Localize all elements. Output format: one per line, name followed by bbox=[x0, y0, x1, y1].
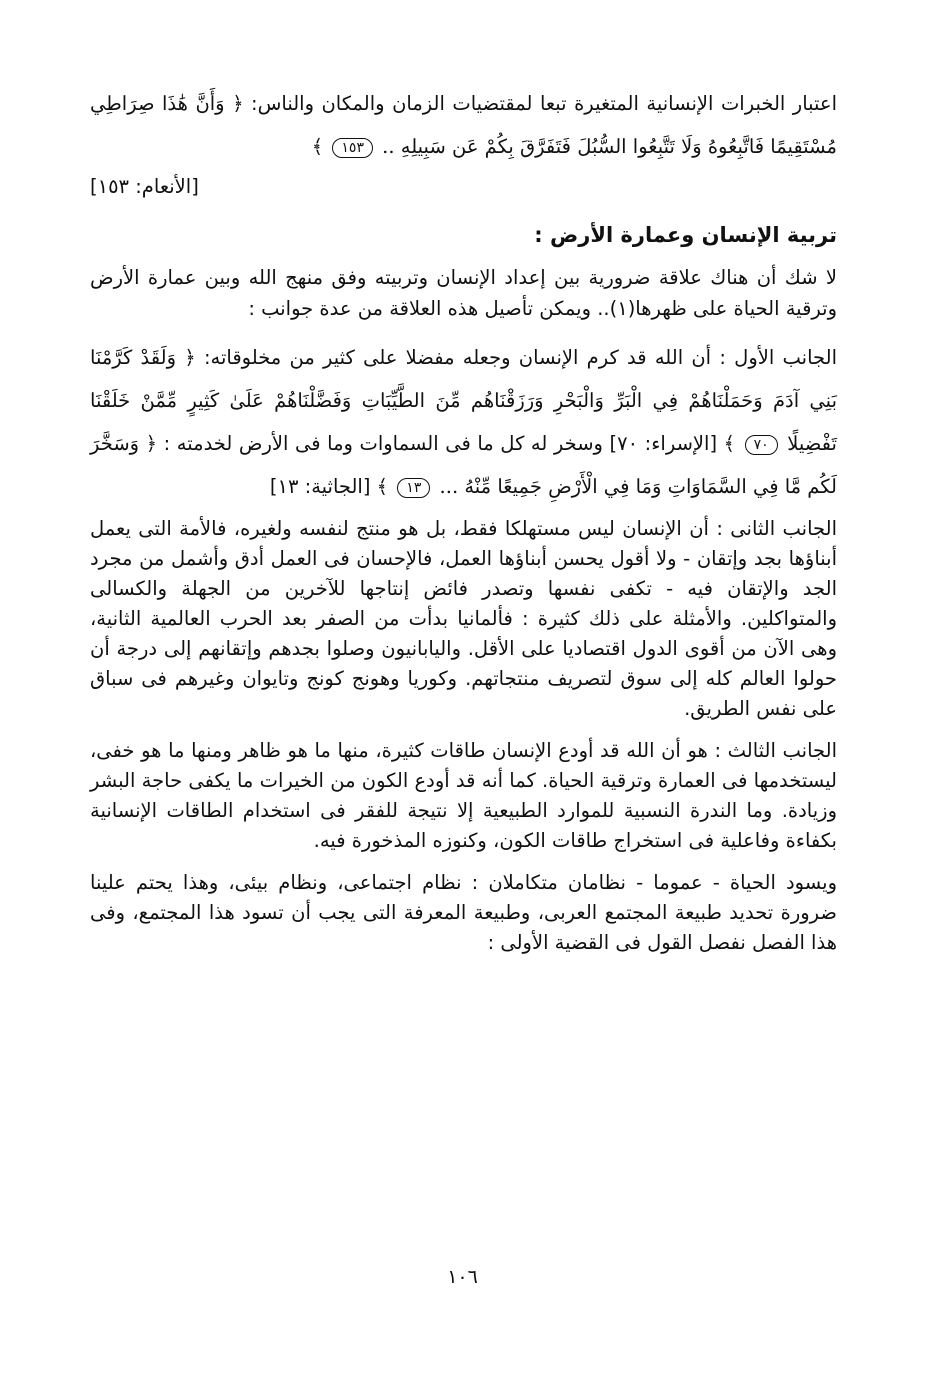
quran-verse-isra: ﴿ وَلَقَدْ كَرَّمْنَا بَنِي آدَمَ وَحَمَلْنَاهُمْ فِي الْبَرِّ وَالْبَحْرِ وَرَزَقْنَاهُم مِّنَ الطَّيِّبَاتِ وَفَضَّلْنَاهُمْ عَلَىٰ كَثِيرٍ مِّمَّنْ خَلَقْنَا تَفْضِيلًا bbox=[90, 346, 837, 455]
verse-close-bracket: ﴾ bbox=[311, 135, 324, 158]
page-number: ١٠٦ bbox=[447, 1266, 478, 1288]
quran-verse-jathiya: ﴿ وَسَخَّرَ لَكُم مَّا فِي السَّمَاوَاتِ وَمَا فِي الْأَرْضِ جَمِيعًا مِّنْهُ ... bbox=[90, 432, 837, 498]
verse-number-ornament: ٧٠ bbox=[745, 435, 778, 455]
aspect-two-paragraph: الجانب الثانى : أن الإنسان ليس مستهلكا فقط، بل هو منتج لنفسه ولغيره، فالأمة التى يعمل أبناؤها بجد وإتقان - ولا أقول يحسن أبناؤها العمل، فالإحسان فى العمل أدق وأشمل من مجرد الجد والإتقان فيه - تكفى نفسها وتصدر فائض إنتاجها للآخرين من الجهلة والكسالى والمتواكلين. والأمثلة على ذلك كثيرة : فألمانيا بدأت من الصفر بعد الحرب العالمية الثانية، وهى الآن من أقوى الدول اقتصاديا على الأقل. واليابانيون وصلوا بجدهم وإتقانهم إلى درجة أن حولوا العالم كله إلى سوق لتصريف منتجاتهم. وكوريا وهونج كونج وتايوان وغيرهم فى سباق على نفس الطريق. bbox=[90, 517, 837, 720]
section-heading: تربية الإنسان وعمارة الأرض : bbox=[534, 223, 837, 247]
quran-verse-anam: ﴿ وَأَنَّ هَٰذَا صِرَاطِي مُسْتَقِيمًا فَاتَّبِعُوهُ وَلَا تَتَّبِعُوا السُّبُلَ فَتَفَرَّقَ بِكُمْ عَن سَبِيلِهِ .. bbox=[90, 92, 837, 158]
aspect-three-paragraph: الجانب الثالث : هو أن الله قد أودع الإنسان طاقات كثيرة، منها ما هو ظاهر ومنها ما هو خفى، ليستخدمها فى العمارة وترقية الحياة. كما أنه قد أودع الكون من الخيرات ما يكفى حاجة البشر وزيادة. وما الندرة النسبية للموارد الطبيعية إلا نتيجة للفقر فى استخدام الطاقات الإنسانية بكفاءة وفاعلية فى استخراج طاقات الكون، وكنوزه المذخورة فيه. bbox=[90, 739, 837, 852]
citation-anam: [الأنعام: ١٥٣] bbox=[90, 175, 199, 198]
citation-jathiya: [الجاثية: ١٣] bbox=[269, 475, 371, 498]
intro-paragraph bbox=[90, 82, 837, 168]
aspect-one-intro: الجانب الأول : أن الله قد كرم الإنسان وجعله مفضلا على كثير من مخلوقاته: bbox=[203, 346, 837, 369]
verse-number-ornament: ١٣ bbox=[397, 478, 430, 498]
intro-text: اعتبار الخبرات الإنسانية المتغيرة تبعا لمقتضيات الزمان والمكان والناس: bbox=[251, 92, 837, 115]
paragraph-relationship: لا شك أن هناك علاقة ضرورية بين إعداد الإنسان وتربيته وفق منهج الله وبين عمارة الأرض وترقية الحياة على ظهرها(١).. ويمكن تأصيل هذه العلاقة من عدة جوانب : bbox=[90, 266, 837, 320]
closing-paragraph: ويسود الحياة - عموما - نظامان متكاملان : نظام اجتماعى، ونظام بيئى، وهذا يحتم علينا ضرورة تحديد طبيعة المجتمع العربى، وطبيعة المعرفة التى يجب أن تسود هذا المجتمع، وفى هذا الفصل نفصل القول فى القضية الأولى : bbox=[90, 871, 837, 954]
aspect-one-paragraph bbox=[90, 336, 837, 508]
verse-number-ornament: ١٥٣ bbox=[332, 138, 373, 158]
verse-close-bracket: ﴾ bbox=[723, 432, 736, 455]
verse-close-bracket: ﴾ bbox=[376, 475, 389, 498]
aspect-one-middle: وسخر له كل ما فى السماوات وما فى الأرض لخدمته : bbox=[163, 432, 603, 455]
citation-isra: [الإسراء: ٧٠] bbox=[609, 432, 718, 455]
